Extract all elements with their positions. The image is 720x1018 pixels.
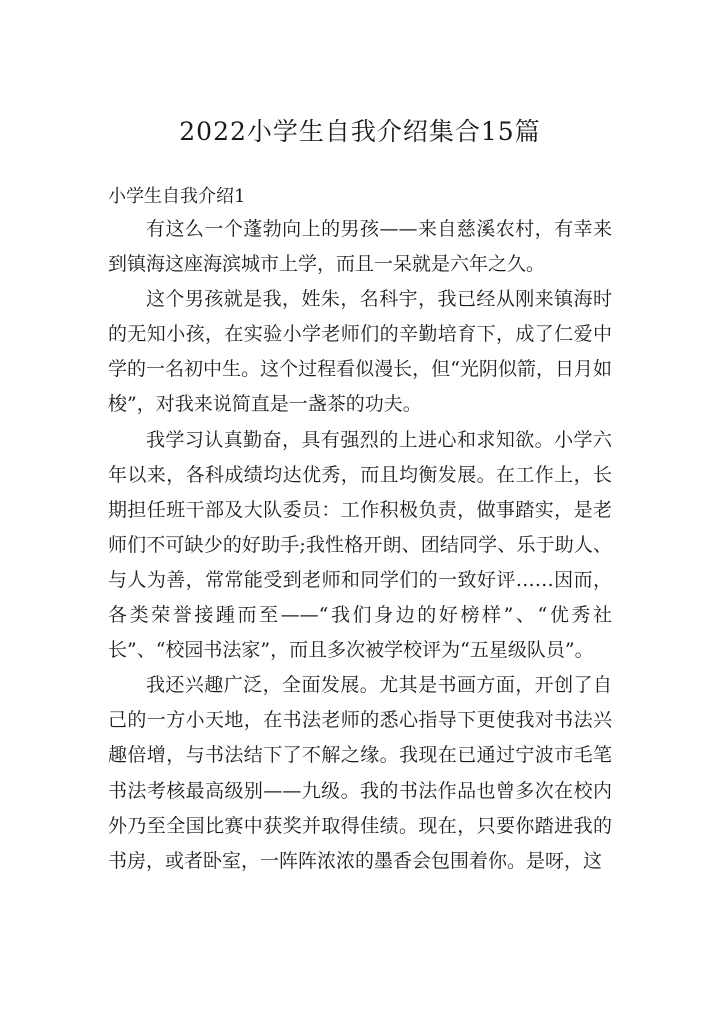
paragraph: 我还兴趣广泛，全面发展。尤其是书画方面，开创了自己的一方小天地，在书法老师的悉心指导下更使我对书法兴趣倍增，与书法结下了不解之缘。我现在已通过宁波市毛笔书法考核最高级别——九级。我的书法作品也曾多次在校内外乃至全国比赛中获奖并取得佳绩。现在，只要你踏进我的书房，或者卧室，一阵阵浓浓的墨香会包围着你。是呀，这 — [108, 674, 612, 872]
paragraph: 这个男孩就是我，姓朱，名科宇，我已经从刚来镇海时的无知小孩，在实验小学老师们的辛勤培育下，成了仁爱中学的一名初中生。这个过程看似漫长，但“光阴似箭，日月如梭”，对我来说简直是一盏茶的功夫。 — [108, 288, 612, 416]
section-heading: 小学生自我介绍1 — [108, 186, 246, 207]
paragraph: 有这么一个蓬勃向上的男孩——来自慈溪农村，有幸来到镇海这座海滨城市上学，而且一呆就是六年之久。 — [108, 218, 612, 276]
document-body — [108, 212, 612, 872]
paragraph: 我学习认真勤奋，具有强烈的上进心和求知欲。小学六年以来，各科成绩均达优秀，而且均衡发展。在工作上，长期担任班干部及大队委员：工作积极负责，做事踏实，是老师们不可缺少的好助手;我性格开朗、团结同学、乐于助人、与人为善，常常能受到老师和同学们的一致好评……因而，各类荣誉接踵而至——“我们身边的好榜样”、“优秀社长”、“校园书法家”，而且多次被学校评为“五星级队员”。 — [108, 428, 612, 662]
document-title: 2022小学生自我介绍集合15篇 — [179, 117, 541, 146]
